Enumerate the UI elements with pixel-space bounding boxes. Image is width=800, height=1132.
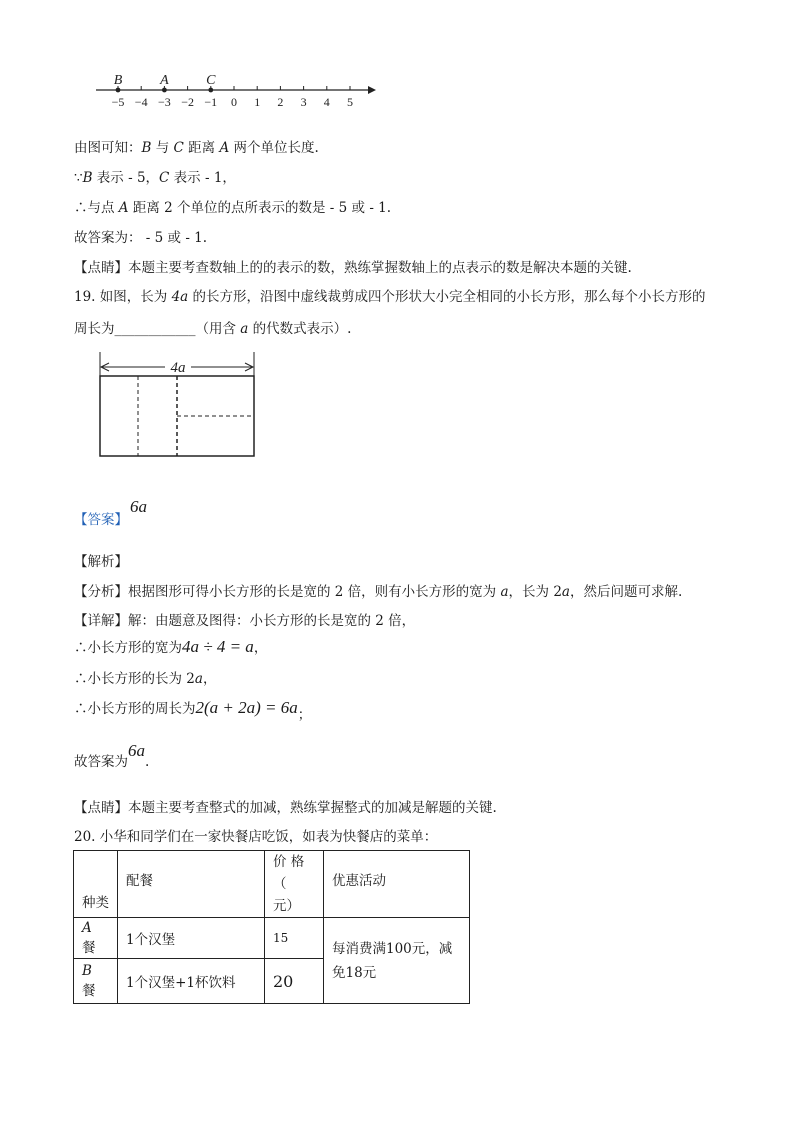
comment-line: 【点睛】本题主要考查数轴上的的表示的数，熟练掌握数轴上的点表示的数是解决本题的关键. bbox=[74, 260, 632, 276]
step-1: ∴小长方形的宽为4a ÷ 4 = a， bbox=[74, 637, 268, 656]
q19-stem-line-1: 19. 如图，长为 4a 的长方形，沿图中虚线裁剪成四个形状大小完全相同的小长方形，那么每个小长方形的 bbox=[74, 289, 706, 305]
number-line-point-label: B bbox=[113, 73, 123, 88]
number-line-tick-label: 0 bbox=[231, 95, 237, 109]
table-header-row bbox=[74, 851, 470, 918]
solution-line-2: ∵B 表示 - 5，C 表示 - 1， bbox=[74, 170, 236, 186]
menu-table bbox=[73, 850, 470, 1004]
answer-value: 6a bbox=[130, 497, 147, 516]
arrow-head-icon bbox=[368, 86, 376, 94]
solution-line-1: 由图可知：B 与 C 距离 A 两个单位长度. bbox=[74, 140, 319, 156]
step-3: ∴小长方形的周长为2(a + 2a) = 6a； bbox=[74, 698, 312, 723]
number-line-tick-label: 2 bbox=[277, 95, 284, 109]
number-line-point-C bbox=[208, 88, 213, 93]
fenxi-line: 【分析】根据图形可得小长方形的长是宽的 2 倍，则有小长方形的宽为 a，长为 2a，然后问题可求解. bbox=[74, 584, 683, 600]
final-answer-line: 故答案为6a. bbox=[74, 741, 150, 770]
q19-comment: 【点睛】本题主要考查整式的加减，熟练掌握整式的加减是解题的关键. bbox=[74, 800, 497, 816]
answer-blank: ____________ bbox=[114, 321, 196, 337]
number-line-tick-label: 1 bbox=[254, 95, 261, 109]
row-a-price: 15 bbox=[265, 918, 324, 959]
step-2: ∴小长方形的长为 2a， bbox=[74, 671, 217, 687]
number-line-point-A bbox=[162, 88, 167, 93]
number-line-point-label: A bbox=[160, 73, 169, 88]
row-b-price: 20 bbox=[265, 959, 324, 1004]
number-line-tick-label: −2 bbox=[181, 95, 194, 109]
number-line-tick-label: −1 bbox=[204, 95, 218, 109]
row-a-kind: A 餐 bbox=[74, 918, 118, 959]
header-meal: 配餐 bbox=[118, 851, 265, 918]
header-promo: 优惠活动 bbox=[324, 851, 470, 918]
rectangle-figure bbox=[95, 352, 265, 464]
table-row bbox=[74, 918, 470, 959]
figure-label-4a: 4a bbox=[170, 360, 186, 376]
q19-stem-line-2: 周长为____________（用含 a 的代数式表示）. bbox=[74, 321, 352, 337]
number-line-tick-label: −3 bbox=[158, 95, 171, 109]
q20-stem: 20. 小华和同学们在一家快餐店吃饭，如表为快餐店的菜单： bbox=[74, 829, 438, 845]
row-b-kind: B 餐 bbox=[74, 959, 118, 1004]
answer-line: 【答案】6a bbox=[74, 497, 147, 528]
header-kind: 种类 bbox=[74, 851, 118, 918]
number-line-tick-label: 3 bbox=[300, 95, 307, 109]
number-line-tick-label: 5 bbox=[347, 95, 353, 109]
solution-line-3: ∴与点 A 距离 2 个单位的点所表示的数是 - 5 或 - 1. bbox=[74, 200, 392, 216]
number-line-point-B bbox=[116, 88, 121, 93]
number-line-tick-label: −5 bbox=[111, 95, 125, 109]
number-line-point-label: C bbox=[206, 73, 216, 88]
number-line-tick-label: 4 bbox=[323, 95, 330, 109]
solution-line-4: 故答案为： - 5 或 - 1. bbox=[74, 230, 208, 246]
header-price: 价 格（ 元） bbox=[265, 851, 324, 918]
promo-cell: 每消费满100元，减 免18元 bbox=[324, 918, 470, 1004]
number-line-figure bbox=[90, 72, 380, 112]
number-line-tick-label: −4 bbox=[134, 95, 148, 109]
row-b-meal: 1个汉堡+1杯饮料 bbox=[118, 959, 265, 1004]
analysis-label: 【解析】 bbox=[74, 554, 128, 570]
detail-line: 【详解】解：由题意及图得：小长方形的长是宽的 2 倍， bbox=[74, 613, 416, 629]
row-a-meal: 1个汉堡 bbox=[118, 918, 265, 959]
